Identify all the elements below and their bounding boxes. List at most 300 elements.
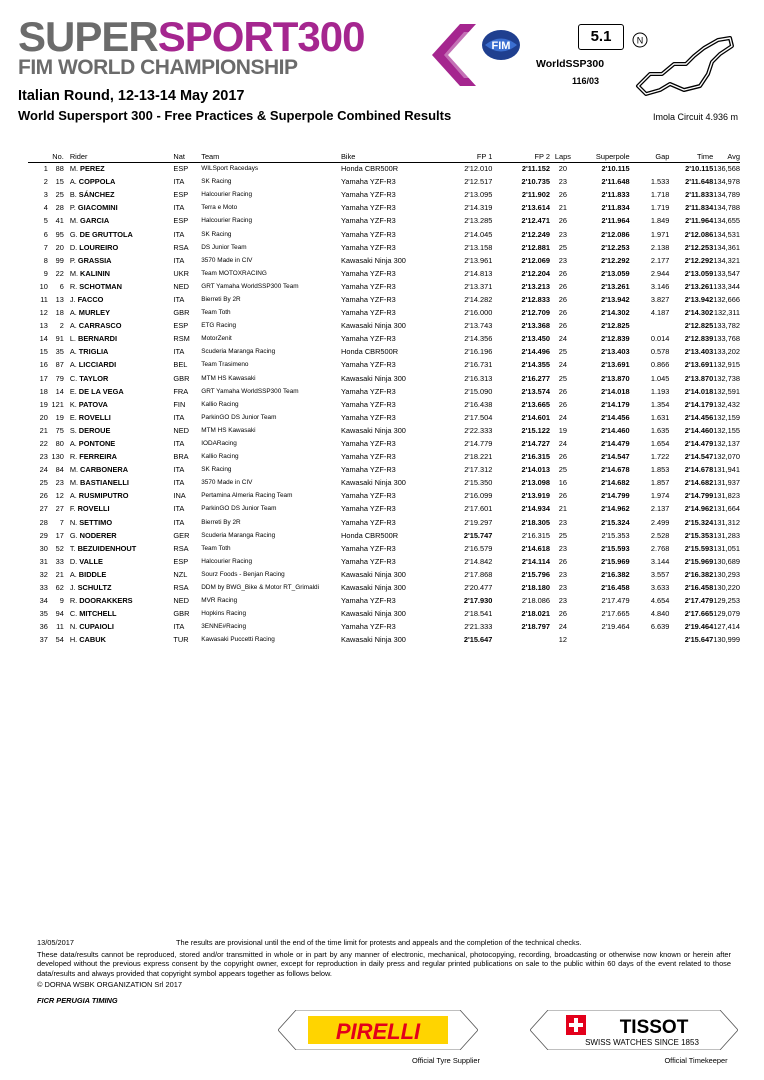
row-avg: 130,999 — [713, 633, 740, 646]
table-row — [28, 267, 740, 280]
row-bike: Yamaha YZF-R3 — [341, 596, 396, 606]
rider-name: DE LA VEGA — [78, 386, 124, 396]
rider-initial: F. — [69, 504, 76, 514]
row-bike: Yamaha YZF-R3 — [341, 293, 439, 306]
pirelli-logo — [278, 1010, 478, 1050]
row-nat: ITA — [173, 177, 185, 187]
row-initial — [64, 476, 174, 489]
col-fp2: FP 2 — [534, 151, 550, 161]
table-row — [28, 542, 740, 555]
rider-initial: N. — [69, 622, 78, 632]
row-team: Kallio Racing — [201, 398, 341, 411]
row-nat: NED — [173, 424, 201, 437]
row-nat: RSM — [173, 334, 190, 344]
row-nat: NZL — [173, 569, 188, 579]
row-gap: 1.849 — [630, 214, 670, 227]
row-superpole: 2'11.833 — [576, 188, 630, 201]
row-number: 15 — [55, 177, 64, 187]
row-laps: 26 — [550, 293, 576, 306]
rider-name: PATOVA — [78, 399, 108, 409]
row-fp1: 2'19.297 — [464, 517, 493, 527]
row-position: 1 — [28, 162, 48, 175]
row-avg: 132,915 — [713, 360, 740, 370]
row-fp2: 2'16.277 — [492, 372, 550, 385]
rider-name: SCHOTMAN — [79, 281, 122, 291]
row-fp2: 2'13.614 — [521, 203, 550, 213]
row-avg: 131,664 — [713, 502, 740, 515]
row-avg: 134,789 — [713, 188, 740, 201]
row-bike: Honda CBR500R — [341, 162, 439, 175]
row-time: 2'15.969 — [669, 555, 713, 568]
row-initial — [64, 620, 174, 633]
row-fp2: 2'14.934 — [492, 502, 550, 515]
row-superpole: 2'11.964 — [576, 214, 630, 227]
row-avg: 131,283 — [713, 529, 740, 542]
row-number: 54 — [48, 633, 64, 646]
track-map-icon — [632, 28, 738, 104]
row-avg: 130,293 — [713, 569, 740, 579]
row-superpole: 2'12.253 — [576, 241, 630, 254]
document-number: 5.1 — [578, 24, 624, 50]
row-bike: Kawasaki Ninja 300 — [341, 424, 439, 437]
row-time: 2'15.353 — [669, 529, 713, 542]
row-superpole: 2'12.292 — [601, 255, 630, 265]
row-fp1: 2'13.158 — [439, 241, 493, 254]
row-initial — [64, 306, 174, 319]
row-nat: UKR — [173, 267, 201, 280]
rider-name: FERREIRA — [79, 452, 117, 462]
row-nat: ESP — [173, 319, 201, 332]
row-gap: 2.528 — [630, 529, 670, 542]
row-laps: 26 — [558, 308, 568, 318]
row-bike: Yamaha YZF-R3 — [341, 543, 396, 553]
row-laps: 23 — [558, 543, 568, 553]
rider-name: CARBONERA — [80, 465, 129, 475]
row-fp1: 2'17.601 — [439, 502, 493, 515]
row-team: Team MOTOXRACING — [201, 267, 341, 280]
row-bike: Yamaha YZF-R3 — [341, 177, 396, 187]
row-team: Scuderia Maranga Racing — [201, 345, 341, 358]
row-gap: 6.639 — [650, 622, 670, 632]
table-row — [28, 633, 740, 646]
row-gap: 1.719 — [650, 203, 670, 213]
row-avg: 134,321 — [713, 255, 740, 265]
row-avg: 132,432 — [713, 398, 740, 411]
row-avg: 131,941 — [713, 465, 740, 475]
row-fp2: 2'18.086 — [521, 596, 550, 606]
row-number: 75 — [48, 424, 64, 437]
rider-initial: B. — [69, 190, 77, 200]
row-initial — [64, 594, 174, 607]
row-gap: 2.138 — [630, 241, 670, 254]
row-superpole: 2'15.353 — [576, 529, 630, 542]
row-nat: ESP — [173, 214, 201, 227]
row-fp1: 2'13.285 — [439, 214, 493, 227]
rider-name: BIDDLE — [78, 569, 107, 579]
row-nat: FIN — [173, 398, 201, 411]
row-time: 2'14.799 — [684, 491, 714, 501]
row-gap: 1.354 — [630, 398, 670, 411]
table-row — [28, 227, 740, 240]
row-nat: NED — [173, 281, 189, 291]
row-fp1: 2'16.731 — [464, 360, 493, 370]
row-laps: 16 — [550, 476, 576, 489]
row-team: Team Toth — [201, 309, 231, 317]
row-time: 2'14.018 — [684, 386, 714, 396]
rider-initial: A. — [69, 177, 77, 187]
row-fp1: 2'14.045 — [464, 229, 493, 239]
row-laps: 25 — [558, 465, 568, 475]
row-gap: 1.045 — [630, 372, 670, 385]
row-gap: 1.974 — [650, 491, 670, 501]
row-avg: 133,547 — [713, 267, 740, 280]
row-avg: 134,531 — [713, 229, 740, 239]
row-laps: 26 — [558, 491, 568, 501]
legal-notice: These data/results cannot be reproduced, stored and/or transmitted in whole or in part by any manner of electronic, mechanical, photocopying, recording, broadcasting or otherwise now known or herein after developed without the previous express consent by the copyright owner, except for reproduction in daily press and regular printed publications on sale to the public within 60 days of the event related to those data/results and always provided that copyright symbol appears together as follows below. — [37, 950, 731, 978]
row-superpole: 2'11.648 — [601, 177, 630, 187]
col-time: Time — [697, 151, 714, 161]
row-fp1: 2'14.779 — [464, 439, 493, 449]
row-gap: 1.533 — [650, 177, 670, 187]
row-fp2: 2'14.013 — [521, 465, 550, 475]
row-avg: 129,253 — [713, 596, 740, 606]
row-avg: 134,788 — [713, 203, 740, 213]
row-initial — [64, 227, 174, 240]
table-row — [28, 581, 740, 594]
row-number: 62 — [48, 581, 64, 594]
rider-name: ROVELLI — [78, 412, 111, 422]
row-time: 2'12.253 — [669, 241, 713, 254]
table-row — [28, 411, 740, 424]
row-initial — [64, 175, 174, 188]
row-position: 30 — [39, 543, 48, 553]
rider-initial: A. — [69, 347, 77, 357]
rider-name: BERNARDI — [77, 334, 117, 344]
row-initial — [64, 372, 174, 385]
row-position: 15 — [28, 345, 48, 358]
row-avg: 130,220 — [713, 581, 740, 594]
row-number: 7 — [59, 517, 64, 527]
rider-initial: R. — [69, 281, 78, 291]
row-initial — [64, 633, 174, 646]
row-number: 2 — [48, 319, 64, 332]
row-nat: FRA — [173, 386, 189, 396]
row-superpole: 2'15.324 — [601, 517, 630, 527]
row-number: 99 — [55, 255, 64, 265]
row-number: 91 — [55, 334, 64, 344]
row-fp1: 2'22.333 — [439, 424, 493, 437]
rider-name: TRIGLIA — [78, 347, 109, 357]
rider-initial: M. — [69, 268, 79, 278]
row-fp1: 2'13.371 — [464, 281, 493, 291]
row-time: 2'15.324 — [684, 517, 714, 527]
row-fp1: 2'15.747 — [439, 529, 493, 542]
row-initial — [64, 345, 174, 358]
table-row — [28, 345, 740, 358]
rider-initial: N. — [69, 517, 78, 527]
row-initial — [64, 463, 174, 476]
row-team: DS Junior Team — [201, 241, 341, 254]
row-time: 2'14.460 — [669, 424, 713, 437]
table-row — [28, 437, 740, 450]
row-laps: 26 — [550, 607, 576, 620]
rider-name: GIACOMINI — [77, 203, 118, 213]
row-gap: 1.722 — [630, 450, 670, 463]
row-bike: Yamaha YZF-R3 — [341, 555, 439, 568]
supersport300-logo — [18, 13, 511, 86]
row-time: 2'12.292 — [684, 255, 714, 265]
table-row — [28, 293, 740, 306]
row-fp2: 2'18.797 — [521, 622, 550, 632]
row-number: 22 — [48, 267, 64, 280]
row-laps: 23 — [558, 229, 568, 239]
row-bike: Yamaha YZF-R3 — [341, 622, 396, 632]
row-laps: 24 — [558, 439, 568, 449]
row-initial — [64, 254, 174, 267]
row-time: 2'12.086 — [684, 229, 714, 239]
rider-initial: M. — [69, 478, 79, 488]
header-divider — [28, 162, 740, 163]
col-fp1: FP 1 — [476, 151, 493, 161]
row-number: 79 — [48, 372, 64, 385]
row-fp1: 2'14.813 — [439, 267, 493, 280]
row-number: 19 — [55, 412, 64, 422]
col-team: Team — [201, 151, 220, 161]
row-superpole: 2'13.403 — [576, 345, 630, 358]
row-team: 3ENNE#Racing — [201, 623, 247, 631]
row-fp1: 2'15.350 — [439, 476, 493, 489]
provisional-note: The results are provisional until the end of the time limit for protests and appeals and the completion of the technical checks. — [176, 938, 582, 947]
rider-initial: L. — [69, 334, 76, 344]
table-row — [28, 162, 740, 175]
table-row — [28, 241, 740, 254]
footer-date: 13/05/2017 — [37, 938, 74, 947]
row-initial — [64, 385, 174, 398]
row-superpole: 2'13.870 — [576, 372, 630, 385]
table-row — [28, 306, 740, 319]
row-gap: 3.557 — [650, 569, 670, 579]
rider-initial: S. — [69, 425, 77, 435]
row-initial — [64, 424, 174, 437]
row-avg: 130,689 — [713, 555, 740, 568]
rider-initial: D. — [69, 242, 78, 252]
row-time: 2'13.059 — [669, 267, 713, 280]
rider-name: BEZUIDENHOUT — [77, 543, 137, 553]
rider-initial: M. — [69, 216, 79, 226]
row-time: 2'12.825 — [669, 319, 713, 332]
row-nat: GER — [173, 529, 201, 542]
table-row — [28, 385, 740, 398]
row-bike: Yamaha YZF-R3 — [341, 398, 439, 411]
rider-initial: C. — [69, 609, 78, 619]
row-fp1: 2'13.961 — [464, 255, 493, 265]
row-time: 2'14.479 — [684, 439, 714, 449]
row-number: 12 — [55, 491, 64, 501]
row-position: 13 — [28, 319, 48, 332]
table-row — [28, 358, 740, 371]
row-laps: 23 — [558, 517, 568, 527]
row-gap: 1.857 — [630, 476, 670, 489]
row-fp1: 2'16.196 — [439, 345, 493, 358]
row-fp2: 2'14.496 — [492, 345, 550, 358]
rider-initial: A. — [69, 308, 77, 318]
row-team: SK Racing — [201, 178, 232, 186]
row-fp2: 2'18.021 — [492, 607, 550, 620]
row-bike: Yamaha YZF-R3 — [341, 188, 439, 201]
row-fp2: 2'13.450 — [521, 334, 550, 344]
col-no: No. — [52, 151, 64, 161]
row-initial — [64, 581, 174, 594]
row-initial — [64, 241, 174, 254]
row-time: 2'11.833 — [669, 188, 713, 201]
row-number: 20 — [48, 241, 64, 254]
row-number: 21 — [55, 569, 64, 579]
row-initial — [64, 542, 174, 555]
row-position: 22 — [39, 439, 48, 449]
row-avg: 136,568 — [713, 162, 740, 175]
row-fp2: 2'13.574 — [521, 386, 550, 396]
fim-logo-icon — [481, 28, 521, 62]
row-position: 28 — [39, 517, 48, 527]
row-fp1: 2'14.282 — [439, 293, 493, 306]
row-fp2: 2'11.902 — [492, 188, 550, 201]
row-superpole: 2'13.691 — [601, 360, 630, 370]
row-fp1: 2'17.312 — [464, 465, 493, 475]
series-label: WorldSSP300 — [536, 58, 605, 70]
row-laps: 25 — [550, 345, 576, 358]
rider-initial: P. — [69, 203, 76, 213]
row-initial — [64, 358, 174, 371]
row-position: 31 — [28, 555, 48, 568]
row-team: Halcourier Racing — [201, 188, 341, 201]
row-nat: ITA — [173, 412, 185, 422]
row-team: Halcourier Racing — [201, 555, 341, 568]
row-superpole: 2'12.086 — [601, 229, 630, 239]
row-fp1: 2'14.319 — [464, 203, 493, 213]
rider-initial: C. — [69, 373, 78, 383]
row-laps: 23 — [558, 596, 568, 606]
row-gap: 0.578 — [630, 345, 670, 358]
row-fp2: 2'10.735 — [521, 177, 550, 187]
row-nat: GBR — [173, 308, 190, 318]
row-initial — [64, 293, 174, 306]
row-gap: 4.654 — [650, 596, 670, 606]
row-bike: Yamaha YZF-R3 — [341, 491, 396, 501]
row-number: 6 — [59, 281, 64, 291]
row-avg: 133,768 — [713, 334, 740, 344]
row-number: 18 — [55, 308, 64, 318]
row-number: 14 — [55, 386, 64, 396]
table-row — [28, 332, 740, 345]
table-row — [28, 568, 740, 581]
rider-name: MITCHELL — [79, 609, 117, 619]
row-superpole: 2'14.456 — [601, 412, 630, 422]
row-number: 35 — [48, 345, 64, 358]
row-fp2: 2'16.315 — [492, 529, 550, 542]
row-fp2: 2'15.122 — [492, 424, 550, 437]
col-laps: Laps — [554, 151, 571, 161]
row-number: 121 — [48, 398, 64, 411]
row-bike: Yamaha YZF-R3 — [341, 267, 439, 280]
row-laps: 12 — [550, 633, 576, 646]
row-time: 2'13.261 — [684, 281, 714, 291]
row-initial — [64, 332, 174, 345]
row-number: 41 — [48, 214, 64, 227]
row-laps: 24 — [558, 360, 568, 370]
row-initial — [64, 267, 174, 280]
row-avg: 133,782 — [713, 319, 740, 332]
rider-name: PEREZ — [80, 164, 105, 174]
row-initial — [64, 555, 174, 568]
row-superpole: 2'14.678 — [601, 465, 630, 475]
table-row — [28, 450, 740, 463]
row-superpole: 2'14.018 — [601, 386, 630, 396]
row-nat: ITA — [173, 622, 185, 632]
row-position: 21 — [28, 424, 48, 437]
rider-initial: K. — [69, 399, 77, 409]
row-superpole: 2'14.962 — [576, 502, 630, 515]
row-number: 80 — [55, 439, 64, 449]
row-number: 94 — [48, 607, 64, 620]
row-fp1: 2'15.090 — [464, 386, 493, 396]
row-nat: NED — [173, 596, 189, 606]
row-position: 26 — [39, 491, 48, 501]
rider-initial: H. — [69, 635, 78, 645]
row-position: 3 — [28, 188, 48, 201]
row-laps: 26 — [550, 188, 576, 201]
rider-name: CUPAIOLI — [79, 622, 114, 632]
row-fp1: 2'18.541 — [439, 607, 493, 620]
table-row — [28, 201, 740, 214]
row-time: 2'14.547 — [669, 450, 713, 463]
row-fp1: 2'15.647 — [439, 633, 493, 646]
row-avg: 134,361 — [713, 241, 740, 254]
row-laps: 24 — [558, 412, 568, 422]
row-gap: 1.853 — [650, 465, 670, 475]
table-row — [28, 280, 740, 293]
row-fp2: 2'11.152 — [492, 162, 550, 175]
row-position: 29 — [28, 529, 48, 542]
row-laps: 26 — [550, 267, 576, 280]
row-nat: RSA — [173, 581, 201, 594]
copyright: © DORNA WSBK ORGANIZATION Srl 2017 — [37, 980, 182, 989]
row-laps: 26 — [550, 398, 576, 411]
row-team: GRT Yamaha WorldSSP300 Team — [201, 387, 299, 395]
table-row — [28, 607, 740, 620]
row-position: 27 — [28, 502, 48, 515]
row-fp2: 2'12.069 — [521, 255, 550, 265]
row-superpole: 2'14.179 — [576, 398, 630, 411]
row-time: 2'14.962 — [669, 502, 713, 515]
row-position: 35 — [28, 607, 48, 620]
row-team: ETG Racing — [201, 319, 341, 332]
table-row — [28, 254, 740, 267]
row-gap: 2.768 — [650, 543, 670, 553]
row-laps: 26 — [558, 281, 568, 291]
row-fp2: 2'14.355 — [521, 360, 550, 370]
rider-initial: P. — [69, 255, 76, 265]
col-gap: Gap — [655, 151, 670, 161]
row-number: 95 — [55, 229, 64, 239]
table-row — [28, 188, 740, 201]
row-superpole: 2'14.479 — [601, 439, 630, 449]
row-number: 33 — [48, 555, 64, 568]
row-number: 13 — [48, 293, 64, 306]
row-nat: ITA — [173, 345, 201, 358]
row-fp2: 2'14.114 — [492, 555, 550, 568]
row-position: 19 — [28, 398, 48, 411]
row-fp2: 2'14.727 — [521, 439, 550, 449]
